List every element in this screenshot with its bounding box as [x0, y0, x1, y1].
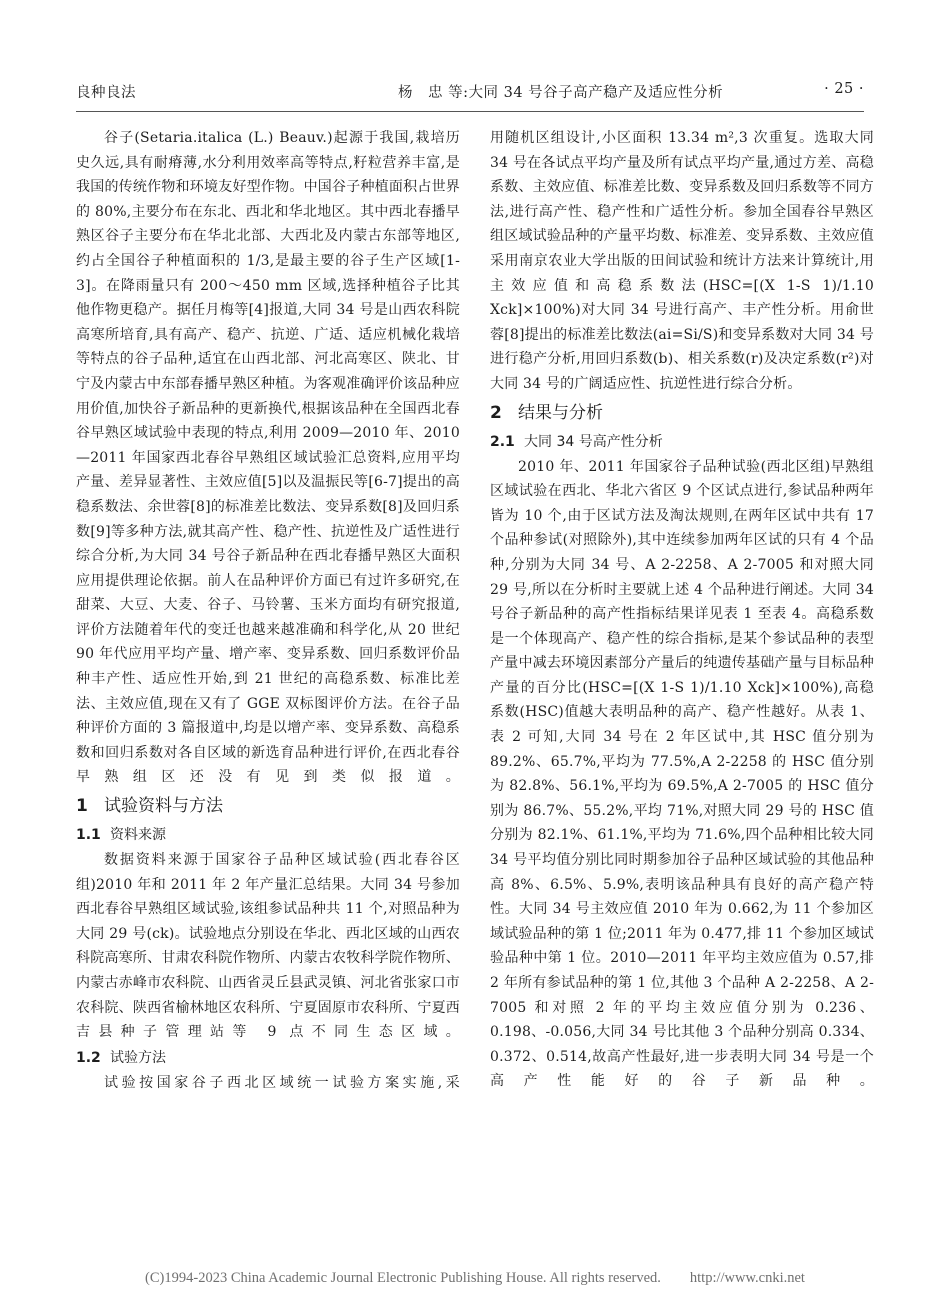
section-title: 大同 34 号高产性分析 — [524, 433, 663, 450]
section-1-2-paragraph: 试验按国家谷子西北区域统一试验方案实施,采 — [104, 1074, 460, 1091]
section-1-2-continued: 用随机区组设计,小区面积 13.34 m²,3 次重复。选取大同 34 号在各试点平均产量及所有试点平均产量,通过方差、高稳系数、主效应值、标准差比数、变异系数及回归系数等不同方法,进行高产性、稳产性和广适性分析。参加全国春谷早熟区组区域试验品种的产量平均数、标准差、变异系数、主效应值采用南京农业大学出版的田间试验和统计方法来计算统计,用主效应值和高稳系数法(HSC=[(X 1-S 1)/1.10 Xck]×100%)对大同 34 号进行高产、丰产性分析。用俞世蓉[8]提出的标准差比数法(ai=Si/S)和变异系数对大同 34 号进行稳产分析,用回归系数(b)、相关系数(r)及决定系数(r²)对大同 34 号的广阔适应性、抗逆性进行综合分析。 — [490, 130, 874, 392]
header-rule — [76, 111, 864, 112]
section-1-1-paragraph: 数据资料来源于国家谷子品种区域试验(西北春谷区组)2010 年和 2011 年 2 年产量汇总结果。大同 34 号参加西北春谷早熟组区域试验,该组参试品种共 11 个,对照品种为大同 29 号(ck)。试验地点分别设在华北、西北区域的山西农科院高寒所、甘肃农科院作物所、内蒙古农牧科学院作物所、内蒙古赤峰市农科院、山西省灵丘县武灵镇、河北省张家口市农科院、陕西省榆林地区农科所、宁夏固原市农科所、宁夏西吉县种子管理站等 9 点不同生态区域。 — [76, 852, 460, 1041]
section-2-1-heading — [490, 429, 874, 455]
section-number: 1.2 — [76, 1049, 101, 1066]
section-number: 1 — [76, 796, 88, 817]
section-title: 试验资料与方法 — [104, 796, 223, 817]
page-number: · 25 · — [824, 81, 864, 97]
section-title: 结果与分析 — [518, 402, 603, 423]
section-number: 2.1 — [490, 433, 515, 450]
running-title: 杨 忠 等:大同 34 号谷子高产稳产及适应性分析 — [398, 85, 724, 101]
copyright-footer: (C)1994-2023 China Academic Journal Electronic Publishing House. All rights reserved. http://www.cnki.net — [145, 1270, 805, 1286]
journal-name: 良种良法 — [76, 85, 136, 101]
section-1-1-heading — [76, 822, 460, 848]
right-column — [490, 126, 874, 1094]
section-number: 1.1 — [76, 827, 101, 844]
section-title: 资料来源 — [110, 827, 166, 844]
section-1-heading — [76, 792, 460, 820]
left-column — [76, 126, 460, 1095]
section-2-heading — [490, 399, 874, 427]
section-number: 2 — [490, 402, 502, 423]
section-1-2-heading — [76, 1045, 460, 1071]
section-2-1-paragraph: 2010 年、2011 年国家谷子品种试验(西北区组)早熟组区域试验在西北、华北六省区 9 个区试点进行,参试品种两年皆为 10 个,由于区试方法及淘汰规则,在两年区试中共有 17 个品种参试(对照除外),其中连续参加两年区试的只有 4 个品种,分别为大同 34 号、A 2-2258、A 2-7005 和对照大同 29 号,所以在分析时主要就上述 4 个品种进行阐述。大同 34 号谷子新品种的高产性指标结果详见表 1 至表 4。高稳系数是一个体现高产、稳产性的综合指标,是某个参试品种的表型产量中减去环境因素部分产量后的纯遗传基础产量与目标品种产量的百分比(HSC=[(X 1-S 1)/1.10 Xck]×100%),高稳系数(HSC)值越大表明品种的高产、稳产性越好。从表 1、表 2 可知,大同 34 号在 2 年区试中,其 HSC 值分别为 89.2%、65.7%,平均为 77.5%,A 2-2258 的 HSC 值分别为 82.8%、56.1%,平均为 69.5%,A 2-7005 的 HSC 值分别为 86.7%、55.2%,平均 71%,对照大同 29 号的 HSC 值分别为 82.1%、61.1%,平均为 71.6%,四个品种相比较大同 34 号平均值分别比同时期参加谷子品种区域试验的其他品种高 8%、6.5%、5.9%,表明该品种具有良好的高产稳产特性。大同 34 号主效应值 2010 年为 0.662,为 11 个参加区域试验品种的第 1 位;2011 年为 0.477,排 11 个参加区域试验品种中第 1 位。2010—2011 年平均主效应值为 0.57,排 2 年所有参试品种的第 1 位,其他 3 个品种 A 2-2258、A 2-7005 和对照 2 年的平均主效应值分别为 0.236、0.198、-0.056,大同 34 号比其他 3 个品种分别高 0.334、0.372、0.514,故高产性最好,进一步表明大同 34 号是一个高产性能好的谷子新品种。 — [490, 458, 874, 1090]
section-title: 试验方法 — [110, 1049, 166, 1066]
intro-paragraph: 谷子(Setaria.italica (L.) Beauv.)起源于我国,栽培历史久远,具有耐瘠薄,水分利用效率高等特点,籽粒营养丰富,是我国的传统作物和环境友好型作物。中国谷子种植面积占世界的 80%,主要分布在东北、西北和华北地区。其中西北春播早熟区谷子主要分布在华北北部、大西北及内蒙古东部等地区,约占全国谷子种植面积的 1/3,是最主要的谷子生产区域[1-3]。在降雨量只有 200～450 mm 区域,选择种植谷子比其他作物更稳产。据任月梅等[4]报道,大同 34 号是山西农科院高寒所培育,具有高产、稳产、抗逆、广适、适应机械化栽培等特点的谷子品种,适宜在山西北部、河北高寒区、陕北、甘宁及内蒙古中东部春播早熟区种植。为客观准确评价该品种应用价值,加快谷子新品种的更新换代,根据该品种在全国西北春谷早熟区域试验中表现的特点,利用 2009—2010 年、2010—2011 年国家西北春谷早熟组区域试验汇总资料,应用平均产量、差异显著性、主效应值[5]以及温振民等[6-7]提出的高稳系数法、余世蓉[8]的标准差比数法、变异系数[8]及回归系数[9]等多种方法,就其高产性、稳产性、抗逆性及广适性进行综合分析,为大同 34 号谷子新品种在西北春播早熟区大面积应用提供理论依据。前人在品种评价方面已有过许多研究,在甜菜、大豆、大麦、谷子、马铃薯、玉米方面均有研究报道,评价方法随着年代的变迁也越来越准确和科学化,从 20 世纪 90 年代应用平均产量、增产率、变异系数、回归系数评价品种丰产性、适应性开始,到 21 世纪的高稳系数、标准比差法、主效应值,现在又有了 GGE 双标图评价方法。在谷子品种评价方面的 3 篇报道中,均是以增产率、变异系数、高稳系数和回归系数对各自区域的新选育品种进行评价,在西北春谷早熟组区还没有见到类似报道。 — [76, 130, 460, 786]
page-header — [76, 81, 864, 103]
